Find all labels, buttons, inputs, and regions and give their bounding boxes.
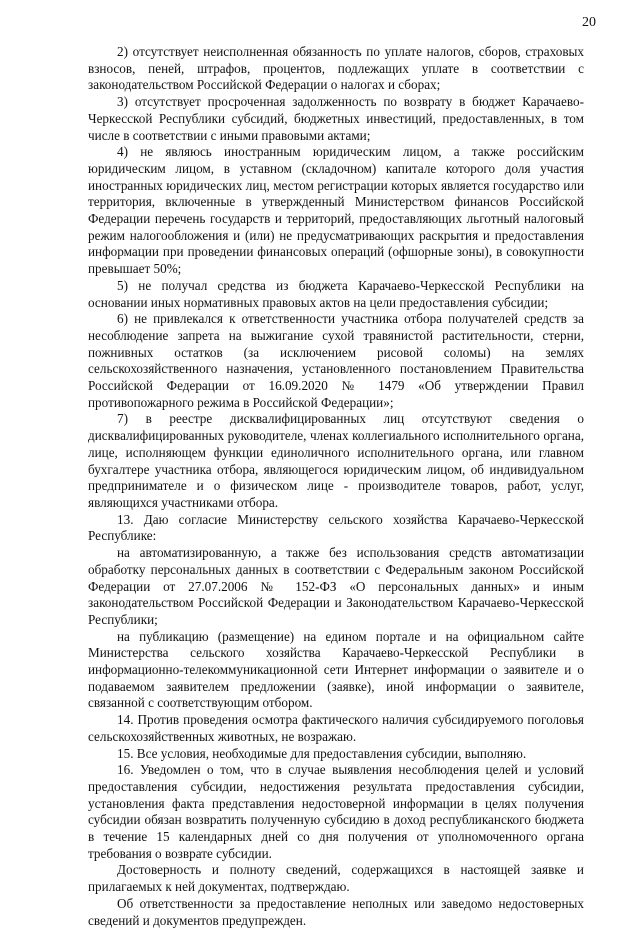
document-body [88,44,584,929]
paragraph-clause-13: 13. Даю согласие Министерству сельского хозяйства Карачаево-Черкесской Республике: [88,511,584,544]
paragraph-item-2: 2) отсутствует неисполненная обязанность по уплате налогов, сборов, страховых взносов, пеней, штрафов, процентов, подлежащих уплате в соответствии с законодательством Российской Федерации о налогах и сборах; [88,44,584,93]
paragraph-clause-15: 15. Все условия, необходимые для предоставления субсидии, выполняю. [117,745,527,761]
paragraph-item-4: 4) не являюсь иностранным юридическим лицом, а также российским юридическим лицом, в уставном (складочном) капитале которого доля участия иностранных юридических лиц, местом регистрации которых является государство или территория, включенные в утвержденный Министерством финансов Российской Федерации перечень государств и территорий, предоставляющих льготный налоговый режим налогообложения и (или) не предусматривающих раскрытия и предоставления информации при проведении финансовых операций (офшорные зоны), в совокупности превышает 50%; [88,144,584,277]
paragraph-item-6: 6) не привлекался к ответственности участника отбора получателей средств за несоблюдение запрета на выжигание сухой травянистой растительности, стерни, пожнивных остатков (за исключением рисовой соломы) на землях сельскохозяйственного назначения, установленного постановлением Правительства Российской Федерации от 16.09.2020 № 1479 «Об утверждении Правил противопожарного режима в Российской Федерации»; [88,311,584,410]
paragraph-item-5: 5) не получал средства из бюджета Карачаево-Черкесской Республики на основании иных нормативных правовых актов на цели предоставления субсидии; [88,277,584,310]
paragraph-responsibility: Об ответственности за предоставление неполных или заведомо недостоверных сведений и документов предупрежден. [88,895,584,928]
paragraph-clause-16: 16. Уведомлен о том, что в случае выявления несоблюдения целей и условий предоставления субсидии, недостижения результата предоставления субсидии, установления факта представления недостоверной информации в целях получения субсидии обязан возвратить полученную субсидию в доход республиканского бюджета в течение 15 календарных дней со дня получения от уполномоченного органа требования о возврате субсидии. [88,762,584,861]
page-number: 20 [582,15,596,30]
paragraph-consent-publication: на публикацию (размещение) на едином портале и на официальном сайте Министерства сельского хозяйства Карачаево-Черкесской Республики в информационно-телекоммуникационной сети Интернет информации о заявителе и о подаваемом заявителем предложении (заявке), иной информации о заявителе, связанной с соответствующим отбором. [88,628,584,711]
paragraph-item-7: 7) в реестре дисквалифицированных лиц отсутствуют сведения о дисквалифицированных руководителе, членах коллегиального исполнительного органа, лице, исполняющем функции единоличного исполнительного органа, или главном бухгалтере участника отбора, являющегося юридическим лицом, об индивидуальном предпринимателе и о физическом лице - производителе товаров, работ, услуг, являющихся участниками отбора. [88,411,584,510]
paragraph-confirmation: Достоверность и полноту сведений, содержащихся в настоящей заявке и прилагаемых к ней документах, подтверждаю. [88,862,584,895]
paragraph-clause-14: 14. Против проведения осмотра фактического наличия субсидируемого поголовья сельскохозяйственных животных, не возражаю. [88,712,584,744]
paragraph-consent-processing: на автоматизированную, а также без использования средств автоматизации обработку персональных данных в соответствии с Федеральным законом Российской Федерации от 27.07.2006 № 152-ФЗ «О персональных данных» и иным законодательством Российской Федерации и Законодательством Карачаево-Черкесской Республики; [88,545,584,627]
paragraph-item-3: 3) отсутствует просроченная задолженность по возврату в бюджет Карачаево-Черкесской Республики субсидий, бюджетных инвестиций, предоставленных, в том числе в соответствии с иными правовыми актами; [88,94,584,143]
